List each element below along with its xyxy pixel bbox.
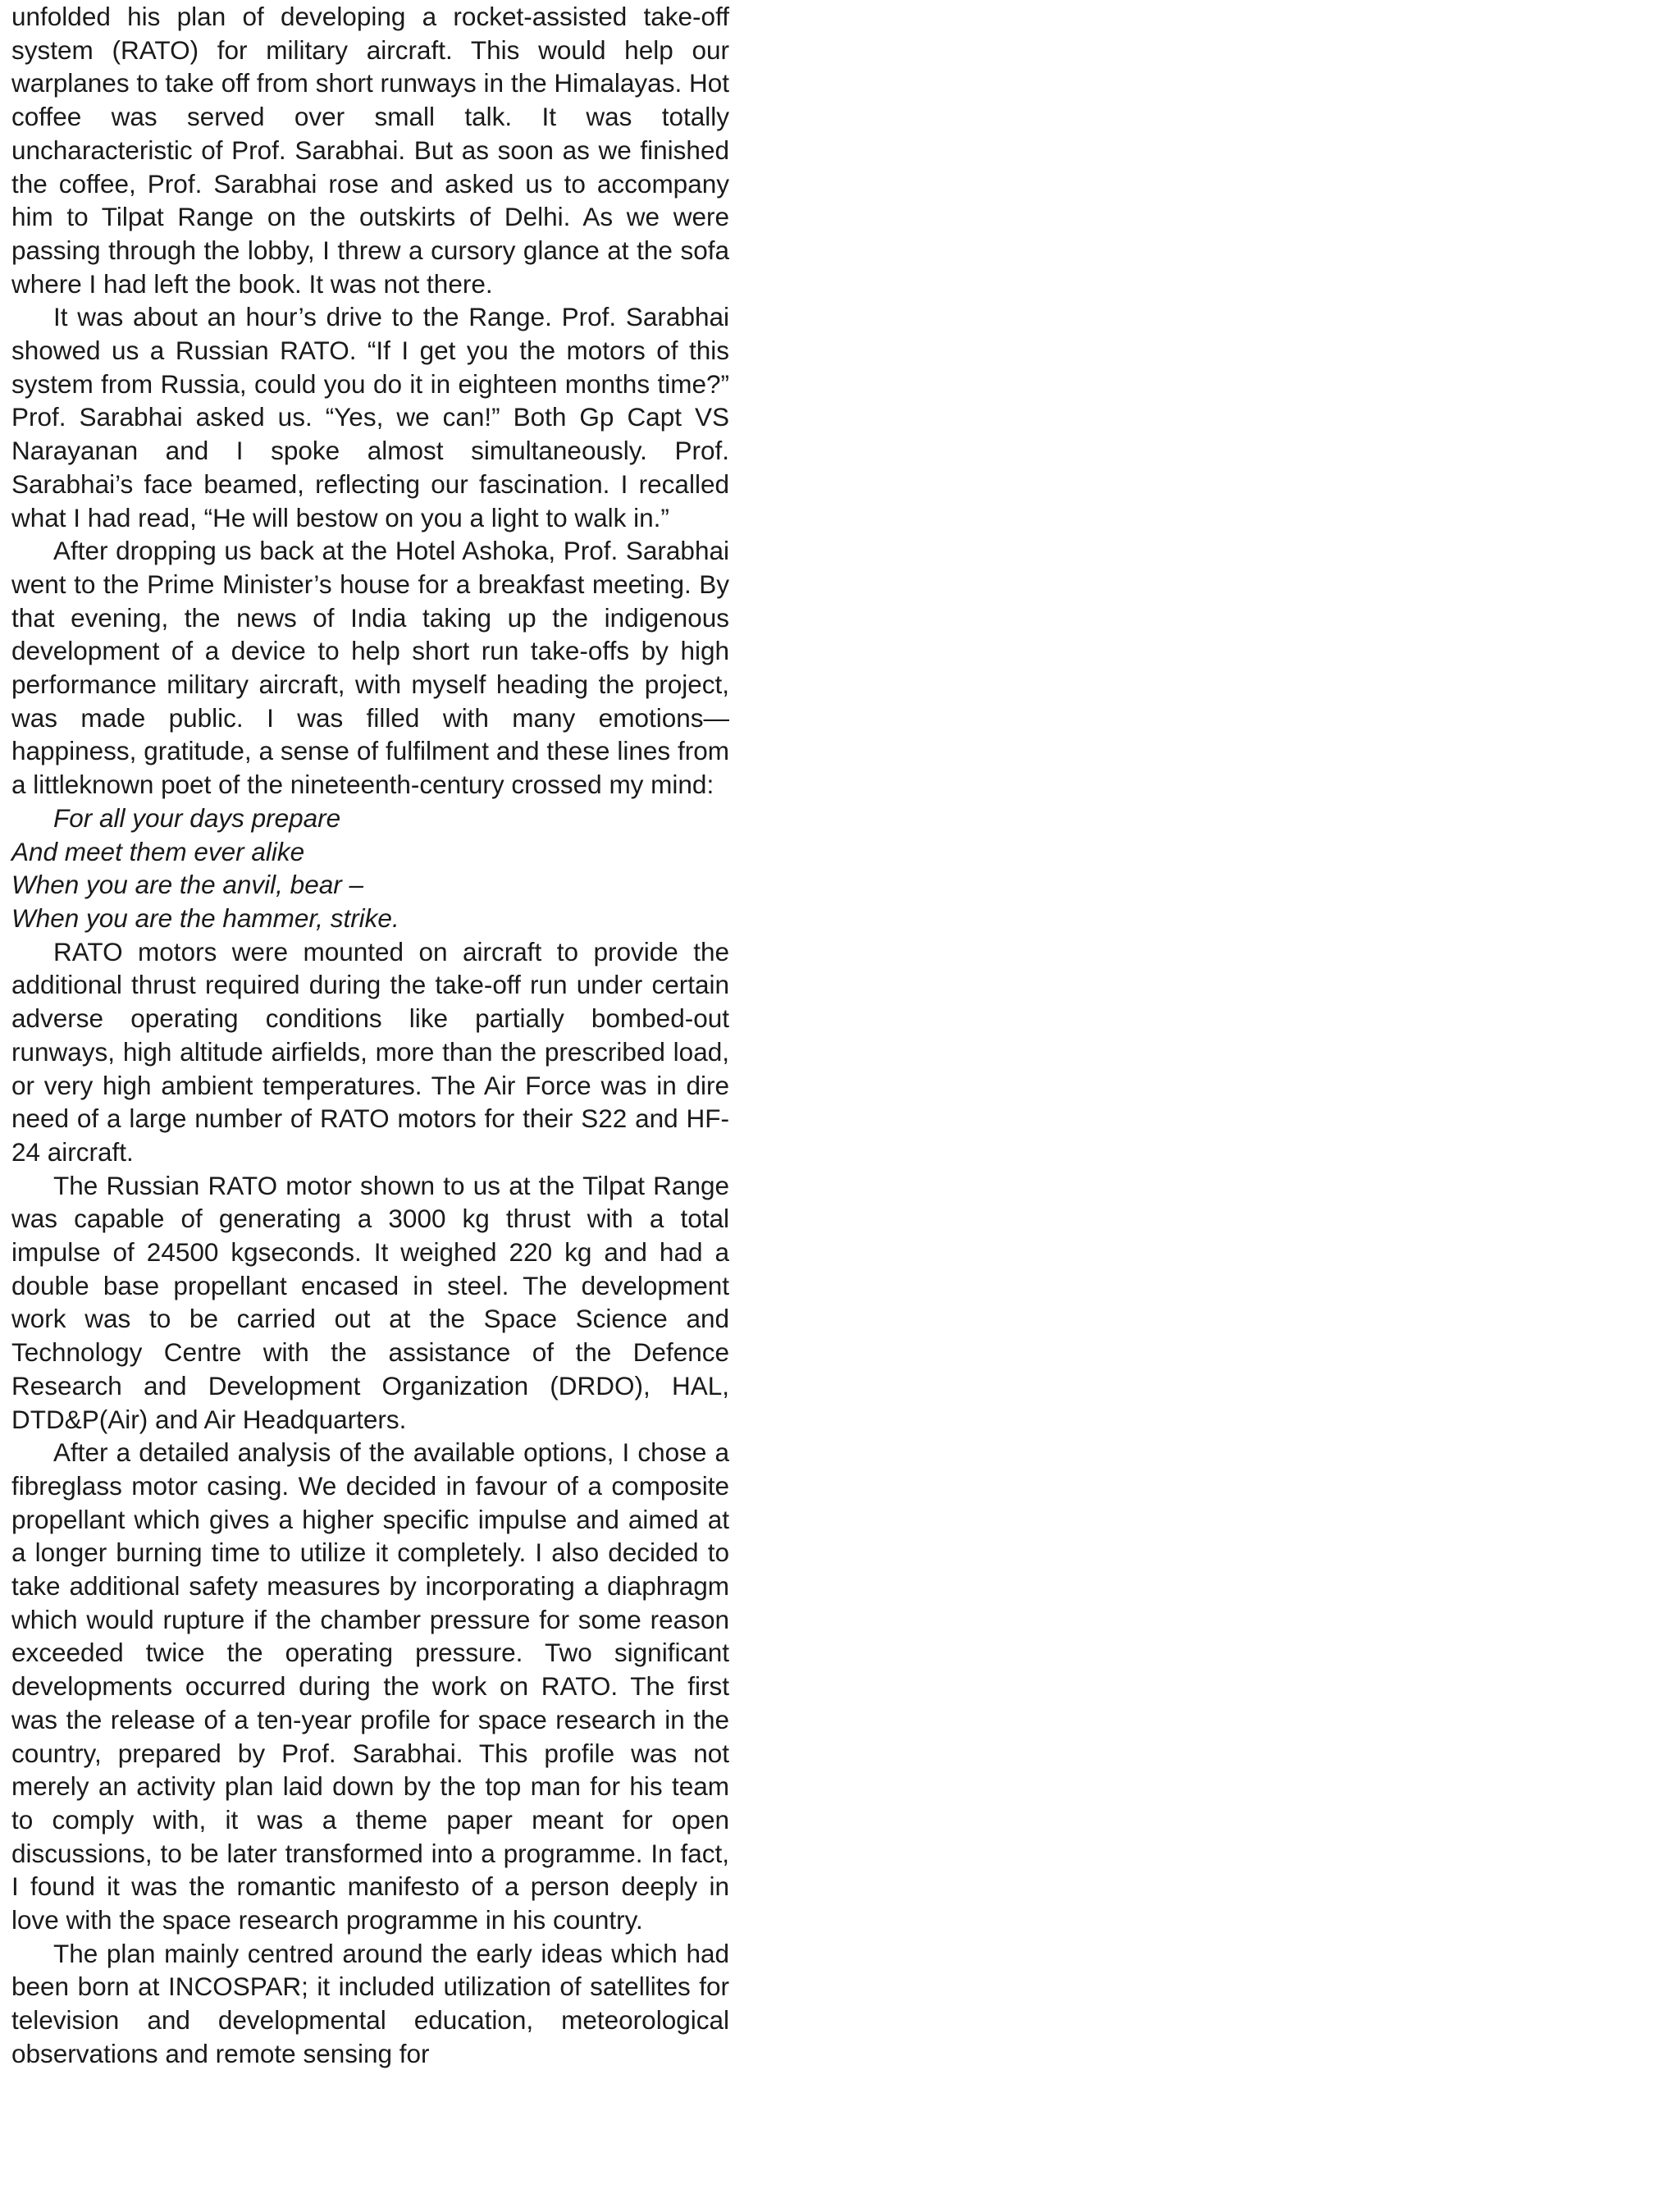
verse-line-2: And meet them ever alike	[11, 836, 305, 866]
poem-verse	[11, 802, 729, 935]
paragraph-1: unfolded his plan of developing a rocket-assisted take-off system (RATO) for military aircraft. This would help our warplanes to take off from short runways in the Himalayas. Hot coffee was served over small talk. It was totally uncharacteristic of Prof. Sarabhai. But as soon as we finished the coffee, Prof. Sarabhai rose and asked us to accompany him to Tilpat Range on the outskirts of Delhi. As we were passing through the lobby, I threw a cursory glance at the sofa where I had left the book. It was not there.	[11, 2, 729, 299]
verse-line-4: When you are the hammer, strike.	[11, 902, 399, 933]
paragraph-6: After a detailed analysis of the available options, I chose a fibreglass motor casing. We decided in favour of a composite propellant which gives a higher specific impulse and aimed at a longer burning time to utilize it completely. I also decided to take additional safety measures by incorporating a diaphragm which would rupture if the chamber pressure for some reason exceeded twice the operating pressure. Two significant developments occurred during the work on RATO. The first was the release of a ten-year profile for space research in the country, prepared by Prof. Sarabhai. This profile was not merely an activity plan laid down by the top man for his team to comply with, it was a theme paper meant for open discussions, to be later transformed into a programme. In fact, I found it was the romantic manifesto of a person deeply in love with the space research programme in his country.	[11, 1437, 729, 1935]
paragraph-7: The plan mainly centred around the early ideas which had been born at INCOSPAR; it included utilization of satellites for television and developmental education, meteorological observations and remote sensing for	[11, 1938, 729, 2068]
verse-line-3: When you are the anvil, bear –	[11, 870, 364, 900]
paragraph-5: The Russian RATO motor shown to us at the Tilpat Range was capable of generating a 3000 kg thrust with a total impulse of 24500 kgseconds. It weighed 220 kg and had a double base propellant encased in steel. The development work was to be carried out at the Space Science and Technology Centre with the assistance of the Defence Research and Development Organization (DRDO), HAL, DTD&P(Air) and Air Headquarters.	[11, 1170, 729, 1434]
paragraph-3: After dropping us back at the Hotel Ashoka, Prof. Sarabhai went to the Prime Minister’s house for a breakfast meeting. By that evening, the news of India taking up the indigenous development of a device to help short run take-offs by high performance military aircraft, with myself heading the project, was made public. I was filled with many emotions— happiness, gratitude, a sense of fulfilment and these lines from a littleknown poet of the nineteenth-century crossed my mind:	[11, 536, 729, 800]
paragraph-2: It was about an hour’s drive to the Range. Prof. Sarabhai showed us a Russian RATO. “If I get you the motors of this system from Russia, could you do it in eighteen months time?” Prof. Sarabhai asked us. “Yes, we can!” Both Gp Capt VS Narayanan and I spoke almost simultaneously. Prof. Sarabhai’s face beamed, reflecting our fascination. I recalled what I had read, “He will bestow on you a light to walk in.”	[11, 302, 729, 532]
document-page	[11, 0, 729, 2071]
verse-line-1: For all your days prepare	[53, 802, 341, 833]
paragraph-4: RATO motors were mounted on aircraft to provide the additional thrust required during the take-off run under certain adverse operating conditions like partially bombed-out runways, high altitude airfields, more than the prescribed load, or very high ambient temperatures. The Air Force was in dire need of a large number of RATO motors for their S22 and HF-24 aircraft.	[11, 936, 729, 1167]
